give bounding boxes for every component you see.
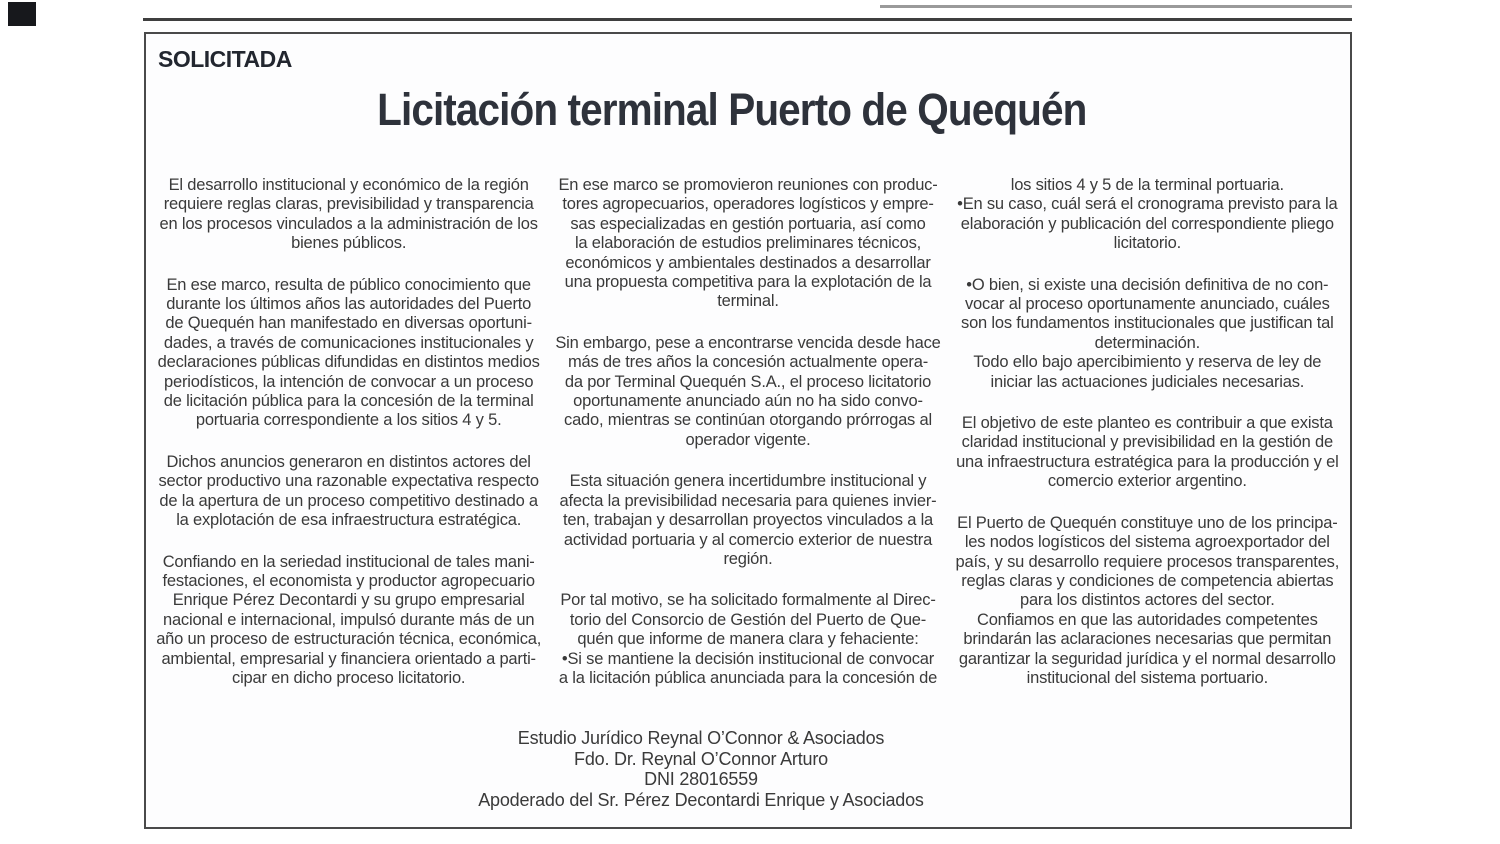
text-line: •O bien, si existe una decisión definitiva de no con-: [966, 275, 1329, 294]
text-line: sector productivo una razonable expectativa respecto: [158, 472, 539, 491]
text-line: brindarán las aclaraciones necesarias que permitan: [963, 630, 1332, 649]
text-line: los sitios 4 y 5 de la terminal portuaria.: [1010, 176, 1284, 194]
text-line: son los fundamentos institucionales que justifican tal: [961, 314, 1334, 333]
section-label: SOLICITADA: [158, 46, 292, 72]
text-line: iniciar las actuaciones judiciales necesarias.: [990, 372, 1305, 391]
paragraph: [152, 276, 545, 431]
text-line: comercio exterior argentino.: [1047, 472, 1247, 491]
text-line: elaboración y publicación del correspondiente pliego: [960, 214, 1334, 233]
article-columns: [152, 176, 1344, 688]
text-line: durante los últimos años las autoridades del Puerto: [166, 295, 532, 314]
text-line: operador vigente.: [685, 430, 811, 449]
text-line: reglas claras y condiciones de competencia abiertas: [961, 571, 1334, 590]
paragraph: [951, 176, 1344, 254]
text-line: la elaboración de estudios preliminares técnicos,: [574, 234, 922, 253]
text-line: sas especializadas en gestión portuaria, así como: [570, 214, 926, 233]
text-line: año un proceso de estructuración técnica, económica,: [156, 630, 542, 649]
text-line: Dichos anuncios generaron en distintos actores del: [166, 452, 531, 471]
text-line: da por Terminal Quequén S.A., el proceso licitatorio: [564, 372, 932, 391]
text-line: región.: [723, 549, 773, 568]
text-line: Sin embargo, pese a encontrarse vencida desde hace: [555, 333, 941, 352]
signature-block: [396, 728, 1006, 810]
text-line: cado, mientras se continúan otorgando prórrogas al: [564, 411, 932, 430]
text-line: tores agropecuarios, operadores logísticos y empre-: [562, 195, 934, 214]
text-line: de la apertura de un proceso competitivo destinado a: [159, 491, 538, 510]
paragraph: [951, 414, 1344, 492]
text-line: Apoderado del Sr. Pérez Decontardi Enrique y Asociados: [478, 789, 924, 810]
text-line: •Si se mantiene la decisión institucional de convocar: [561, 649, 935, 668]
text-line: de licitación pública para la concesión de la terminal: [163, 392, 534, 411]
text-line: ten, trabajan y desarrollan proyectos vinculados a la: [562, 511, 934, 530]
text-line: quén que informe de manera clara y fehaciente:: [577, 630, 919, 649]
text-line: Esta situación genera incertidumbre institucional y: [569, 472, 927, 491]
text-line: requiere reglas claras, previsibilidad y transparencia: [163, 195, 534, 214]
paragraph: [152, 176, 545, 254]
notice-title: Licitación terminal Puerto de Quequén: [377, 84, 1087, 135]
paragraph: [551, 472, 944, 569]
article-column-2: [551, 176, 944, 688]
text-line: institucional del sistema portuario.: [1026, 668, 1268, 687]
text-line: •En su caso, cuál será el cronograma previsto para la: [957, 195, 1338, 214]
text-line: Estudio Jurídico Reynal O’Connor & Asociados: [517, 728, 885, 748]
text-line: oportunamente anunciado aún no ha sido convo-: [573, 392, 923, 411]
text-line: dades, a través de comunicaciones institucionales y: [163, 333, 534, 352]
text-line: más de tres años la concesión actualmente opera-: [567, 353, 928, 372]
text-line: una propuesta competitiva para la explotación de la: [564, 273, 932, 292]
text-line: Confiamos en que las autoridades competentes: [976, 610, 1318, 629]
text-line: El desarrollo institucional y económico de la región: [168, 176, 529, 194]
text-line: nacional e internacional, impulsó durante más de un: [162, 610, 535, 629]
text-line: licitatorio.: [1113, 234, 1181, 253]
text-line: El Puerto de Quequén constituye uno de los principa-: [957, 513, 1338, 532]
text-line: El objetivo de este planteo es contribuir a que exista: [961, 414, 1333, 433]
paragraph: [551, 176, 944, 312]
paragraph: [152, 553, 545, 689]
text-line: les nodos logísticos del sistema agroexportador del: [964, 533, 1330, 552]
text-line: la explotación de esa infraestructura estratégica.: [176, 511, 522, 530]
text-line: en los procesos vinculados a la administración de los: [159, 214, 538, 233]
text-line: para los distintos actores del sector.: [1019, 591, 1275, 610]
text-line: garantizar la seguridad jurídica y el normal desarrollo: [958, 649, 1336, 668]
solicitada-notice-box: [144, 32, 1352, 829]
text-line: Fdo. Dr. Reynal O’Connor Arturo: [574, 748, 828, 769]
text-line: torio del Consorcio de Gestión del Puerto de Que-: [569, 610, 927, 629]
header-rule: [143, 18, 1352, 21]
text-line: país, y su desarrollo requiere procesos transparentes,: [955, 552, 1340, 571]
text-line: En ese marco, resulta de público conocimiento que: [166, 275, 531, 294]
paragraph: [951, 514, 1344, 689]
paragraph: [551, 334, 944, 450]
text-line: una infraestructura estratégica para la producción y el: [956, 452, 1339, 471]
text-line: portuaria correspondiente a los sitios 4 y 5.: [195, 411, 502, 430]
top-gray-rule: [880, 5, 1352, 8]
page-corner-mark: [8, 2, 36, 26]
text-line: festaciones, el economista y productor agropecuario: [162, 571, 535, 590]
article-column-3: [951, 176, 1344, 688]
text-line: claridad institucional y previsibilidad en la gestión de: [961, 433, 1333, 452]
text-line: económicos y ambientales destinados a desarrollar: [565, 253, 931, 272]
text-line: determinación.: [1094, 333, 1201, 352]
text-line: Por tal motivo, se ha solicitado formalmente al Direc-: [560, 591, 936, 610]
text-line: ambiental, empresarial y financiera orientado a parti-: [161, 649, 536, 668]
text-line: declaraciones públicas difundidas en distintos medios: [157, 353, 540, 372]
text-line: Enrique Pérez Decontardi y su grupo empresarial: [172, 591, 525, 610]
text-line: terminal.: [717, 292, 779, 311]
text-line: En ese marco se promovieron reuniones con produc-: [558, 176, 938, 194]
paragraph: [551, 591, 944, 688]
text-line: Todo ello bajo apercibimiento y reserva de ley de: [973, 353, 1322, 372]
text-line: vocar al proceso oportunamente anunciado, cuáles: [965, 295, 1330, 314]
text-line: cipar en dicho proceso licitatorio.: [232, 668, 466, 687]
article-column-1: [152, 176, 545, 688]
paragraph: [152, 453, 545, 531]
text-line: bienes públicos.: [291, 234, 407, 253]
text-line: de Quequén han manifestado en diversas oportuni-: [165, 314, 532, 333]
text-line: afecta la previsibilidad necesaria para quienes invier-: [559, 491, 937, 510]
text-line: DNI 28016559: [644, 769, 758, 790]
text-line: a la licitación pública anunciada para la concesión de: [558, 668, 938, 687]
paragraph: [951, 276, 1344, 392]
text-line: actividad portuaria y al comercio exterior de nuestra: [563, 530, 933, 549]
text-line: Confiando en la seriedad institucional de tales mani-: [162, 552, 535, 571]
text-line: periodísticos, la intención de convocar a un proceso: [164, 372, 534, 391]
